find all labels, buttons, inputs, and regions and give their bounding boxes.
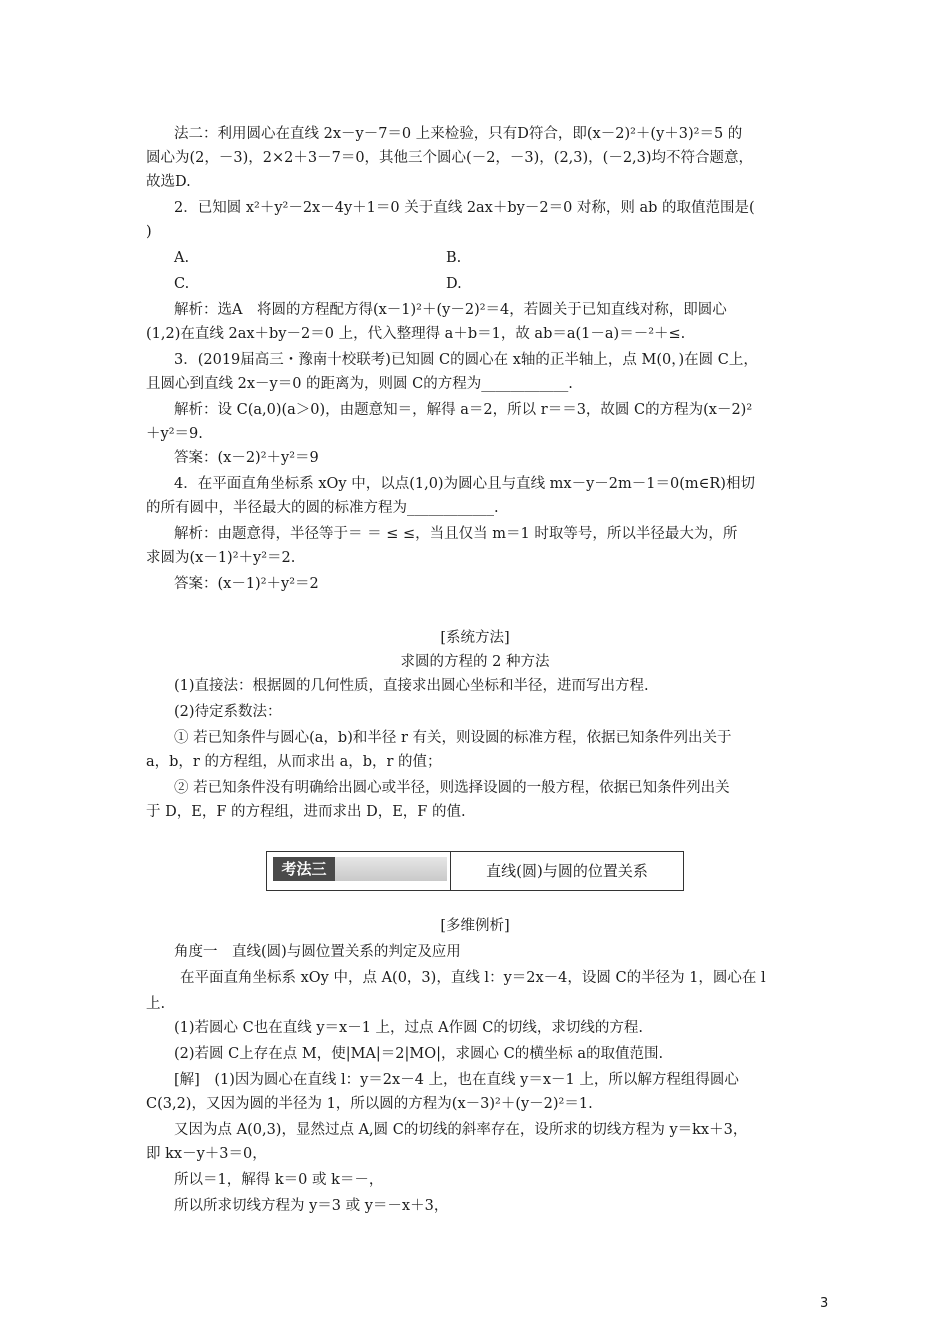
text-line: 且圆心到直线 2x－y＝0 的距离为，则圆 C的方程为____________. bbox=[146, 376, 573, 392]
banner-tag: 考法三 bbox=[273, 857, 335, 881]
text-line: 角度一 直线(圆)与圆位置关系的判定及应用 bbox=[174, 944, 461, 960]
text-line: (1)若圆心 C也在直线 y＝x－1 上，过点 A作圆 C的切线，求切线的方程. bbox=[174, 1020, 643, 1036]
option-a: A. bbox=[174, 250, 190, 266]
text-line: 解析：选A 将圆的方程配方得(x－1)²＋(y－2)²＝4，若圆关于已知直线对称，即圆心 bbox=[174, 302, 727, 318]
banner-bar bbox=[335, 857, 447, 881]
text-line: 即 kx－y＋3＝0， bbox=[146, 1146, 267, 1162]
question-4: 4．在平面直角坐标系 xOy 中，以点(1,0)为圆心且与直线 mx－y－2m－1＝0(m∈R)相切 bbox=[174, 476, 755, 492]
page-number: 3 bbox=[820, 1296, 829, 1311]
text-line: a，b，r 的方程组，从而求出 a，b，r 的值； bbox=[146, 754, 442, 770]
text-line: 解析：设 C(a,0)(a＞0)，由题意知＝，解得 a＝2，所以 r＝＝3，故圆 C的方程为(x－2)² bbox=[174, 402, 753, 418]
section-heading: [系统方法] bbox=[440, 630, 510, 646]
question-2: 2．已知圆 x²＋y²－2x－4y＋1＝0 关于直线 2ax＋by－2＝0 对称，则 ab 的取值范围是( bbox=[174, 200, 755, 216]
option-b: B. bbox=[446, 250, 462, 266]
text-line: ① 若已知条件与圆心(a，b)和半径 r 有关，则设圆的标准方程，依据已知条件列出关于 bbox=[174, 730, 732, 746]
text-line: 求圆为(x－1)²＋y²＝2. bbox=[146, 550, 296, 566]
section-subheading: 求圆的方程的 2 种方法 bbox=[400, 654, 550, 670]
text-line: ② 若已知条件没有明确给出圆心或半径，则选择设圆的一般方程，依据已知条件列出关 bbox=[174, 780, 730, 796]
text-line: 所以＝1，解得 k＝0 或 k＝－， bbox=[174, 1172, 384, 1188]
text-line: 在平面直角坐标系 xOy 中，点 A(0，3)，直线 l：y＝2x－4，设圆 C的半径为 1，圆心在 l bbox=[180, 970, 766, 986]
option-c: C. bbox=[174, 276, 190, 292]
text-line: 上. bbox=[146, 996, 166, 1012]
text-line: 所以所求切线方程为 y＝3 或 y＝－x＋3， bbox=[174, 1198, 449, 1214]
banner-title: 直线(圆)与圆的位置关系 bbox=[486, 862, 648, 880]
option-d: D. bbox=[446, 276, 462, 292]
text-line: ＋y²＝9. bbox=[146, 426, 203, 442]
text-line: (2)若圆 C上存在点 M，使|MA|＝2|MO|，求圆心 C的横坐标 a的取值范围. bbox=[174, 1046, 664, 1062]
text-line: [解] (1)因为圆心在直线 l：y＝2x－4 上，也在直线 y＝x－1 上，所以解方程组得圆心 bbox=[174, 1072, 739, 1088]
text-line: (2)待定系数法： bbox=[174, 704, 282, 720]
text-line: (1,2)在直线 2ax＋by－2＝0 上，代入整理得 a＋b＝1，故 ab＝a(1－a)＝－²＋≤. bbox=[146, 326, 686, 342]
text-line: 解析：由题意得，半径等于＝ ＝ ≤ ≤，当且仅当 m＝1 时取等号，所以半径最大为，所 bbox=[174, 526, 738, 542]
section-banner bbox=[266, 851, 684, 891]
text-line: (1)直接法：根据圆的几何性质，直接求出圆心坐标和半径，进而写出方程. bbox=[174, 678, 649, 694]
answer-line: 答案：(x－1)²＋y²＝2 bbox=[174, 576, 319, 592]
text-line: 于 D，E，F 的方程组，进而求出 D，E，F 的值. bbox=[146, 804, 466, 820]
text-line: 的所有圆中，半径最大的圆的标准方程为____________. bbox=[146, 500, 499, 516]
answer-line: 答案：(x－2)²＋y²＝9 bbox=[174, 450, 319, 466]
text-line: ) bbox=[146, 224, 152, 240]
section-heading: [多维例析] bbox=[440, 918, 510, 934]
question-3: 3．(2019届高三・豫南十校联考)已知圆 C的圆心在 x轴的正半轴上，点 M(0，)在圆 C上， bbox=[174, 352, 758, 368]
text-line: 又因为点 A(0,3)，显然过点 A,圆 C的切线的斜率存在，设所求的切线方程为 y＝kx＋3， bbox=[174, 1122, 748, 1138]
text-line: 故选D. bbox=[146, 174, 191, 190]
text-line: C(3,2)，又因为圆的半径为 1，所以圆的方程为(x－3)²＋(y－2)²＝1. bbox=[146, 1096, 593, 1112]
text-line: 法二：利用圆心在直线 2x－y－7＝0 上来检验，只有D符合，即(x－2)²＋(y＋3)²＝5 的 bbox=[174, 126, 743, 142]
text-line: 圆心为(2，－3)，2×2＋3－7＝0，其他三个圆心(－2，－3)，(2,3)，(－2,3)均不符合题意， bbox=[146, 150, 754, 166]
